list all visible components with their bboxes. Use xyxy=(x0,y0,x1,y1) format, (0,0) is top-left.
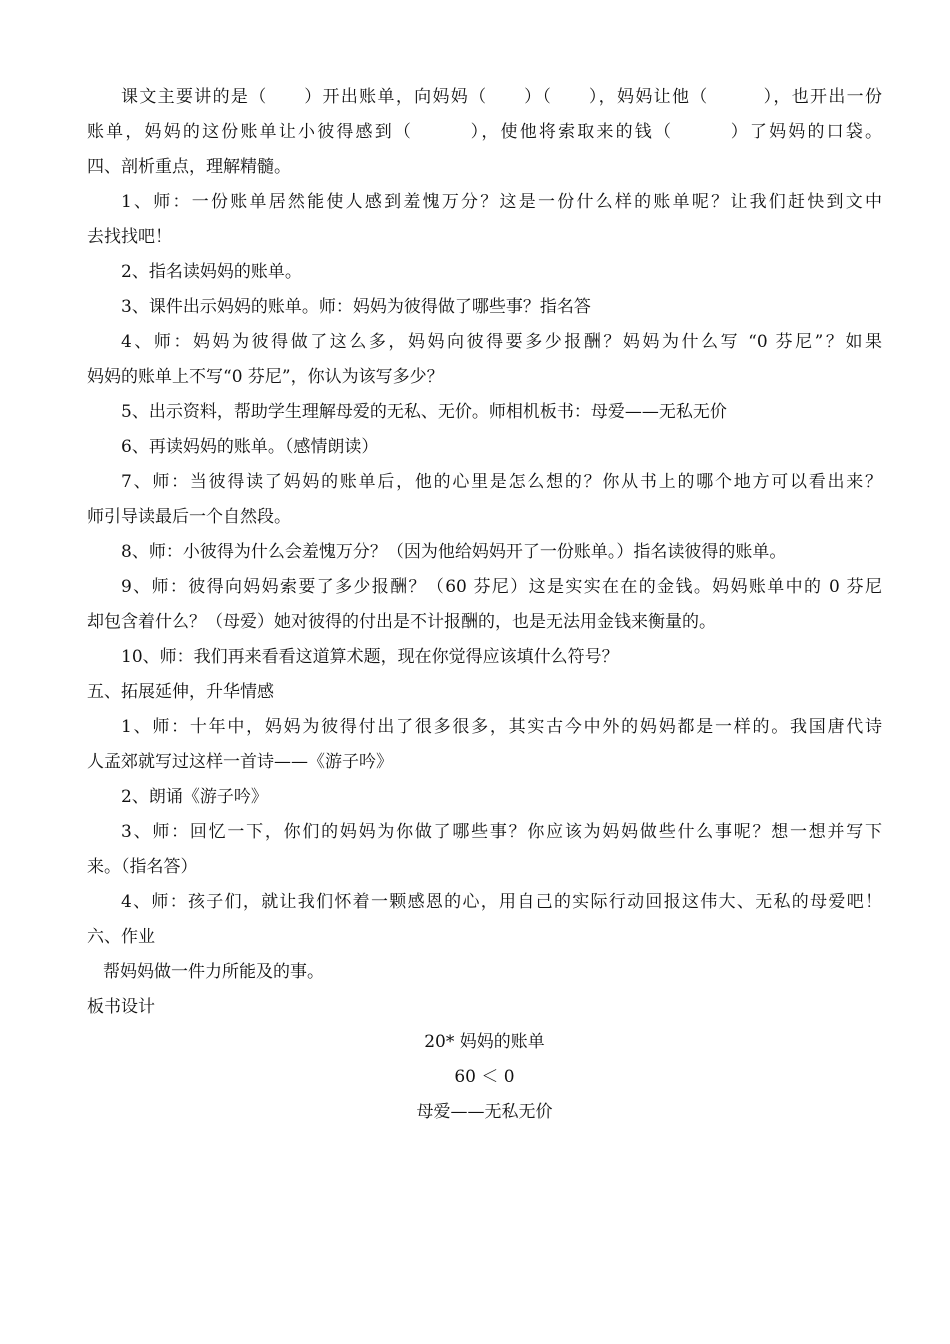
document-page xyxy=(87,80,882,1130)
board-title: 20* 妈妈的账单 xyxy=(424,1032,545,1052)
s5-item-3-line-2: 来。（指名答） xyxy=(87,857,198,877)
s4-item-10: 10、师：我们再来看看这道算术题，现在你觉得应该填什么符号？ xyxy=(121,647,619,667)
s4-item-9-line-1: 9、师：彼得向妈妈索要了多少报酬？（60 芬尼）这是实实在在的金钱。妈妈账单中的 0 芬尼 xyxy=(121,577,882,597)
intro-line-1: 课文主要讲的是（ ）开出账单，向妈妈（ ）（ ），妈妈让他（ ），也开出一份 xyxy=(121,87,882,107)
section-4-heading: 四、剖析重点，理解精髓。 xyxy=(87,157,291,177)
s5-item-4: 4、师：孩子们，就让我们怀着一颗感恩的心，用自己的实际行动回报这伟大、无私的母爱吧！ xyxy=(121,892,882,912)
s5-item-1-line-2: 人孟郊就写过这样一首诗——《游子吟》 xyxy=(87,752,393,772)
s5-item-3-line-1: 3、师：回忆一下，你们的妈妈为你做了哪些事？你应该为妈妈做些什么事呢？想一想并写下 xyxy=(121,822,882,842)
s4-item-1-line-1: 1、师：一份账单居然能使人感到羞愧万分？这是一份什么样的账单呢？让我们赶快到文中 xyxy=(121,192,882,212)
board-summary: 母爱——无私无价 xyxy=(416,1102,553,1122)
s4-item-2: 2、指名读妈妈的账单。 xyxy=(121,262,302,282)
homework-text: 帮妈妈做一件力所能及的事。 xyxy=(103,962,324,982)
s4-item-4-line-2: 妈妈的账单上不写“0 芬尼”，你认为该写多少？ xyxy=(87,367,444,387)
section-5-heading: 五、拓展延伸，升华情感 xyxy=(87,682,274,702)
s4-item-9-line-2: 却包含着什么？（母爱）她对彼得的付出是不计报酬的，也是无法用金钱来衡量的。 xyxy=(87,612,716,632)
board-design-heading: 板书设计 xyxy=(87,997,155,1017)
s4-item-8: 8、师：小彼得为什么会羞愧万分？（因为他给妈妈开了一份账单。）指名读彼得的账单。 xyxy=(121,542,787,562)
s4-item-3: 3、课件出示妈妈的账单。师：妈妈为彼得做了哪些事？指名答 xyxy=(121,297,591,317)
board-equation: 60 ＜ 0 xyxy=(454,1067,515,1087)
intro-line-2: 账单，妈妈的这份账单让小彼得感到（ ），使他将索取来的钱（ ）了妈妈的口袋。 xyxy=(87,122,882,142)
s5-item-1-line-1: 1、师：十年中，妈妈为彼得付出了很多很多，其实古今中外的妈妈都是一样的。我国唐代诗 xyxy=(121,717,882,737)
s4-item-4-line-1: 4、师：妈妈为彼得做了这么多，妈妈向彼得要多少报酬？妈妈为什么写 “0 芬尼”？如果 xyxy=(121,332,882,352)
s4-item-1-line-2: 去找找吧！ xyxy=(87,227,172,247)
s4-item-7-line-2: 师引导读最后一个自然段。 xyxy=(87,507,291,527)
s4-item-6: 6、再读妈妈的账单。（感情朗读） xyxy=(121,437,379,457)
s5-item-2: 2、朗诵《游子吟》 xyxy=(121,787,268,807)
s4-item-7-line-1: 7、师：当彼得读了妈妈的账单后，他的心里是怎么想的？你从书上的哪个地方可以看出来？ xyxy=(121,472,882,492)
section-6-heading: 六、作业 xyxy=(87,927,155,947)
s4-item-5: 5、出示资料，帮助学生理解母爱的无私、无价。师相机板书：母爱——无私无价 xyxy=(121,402,727,422)
